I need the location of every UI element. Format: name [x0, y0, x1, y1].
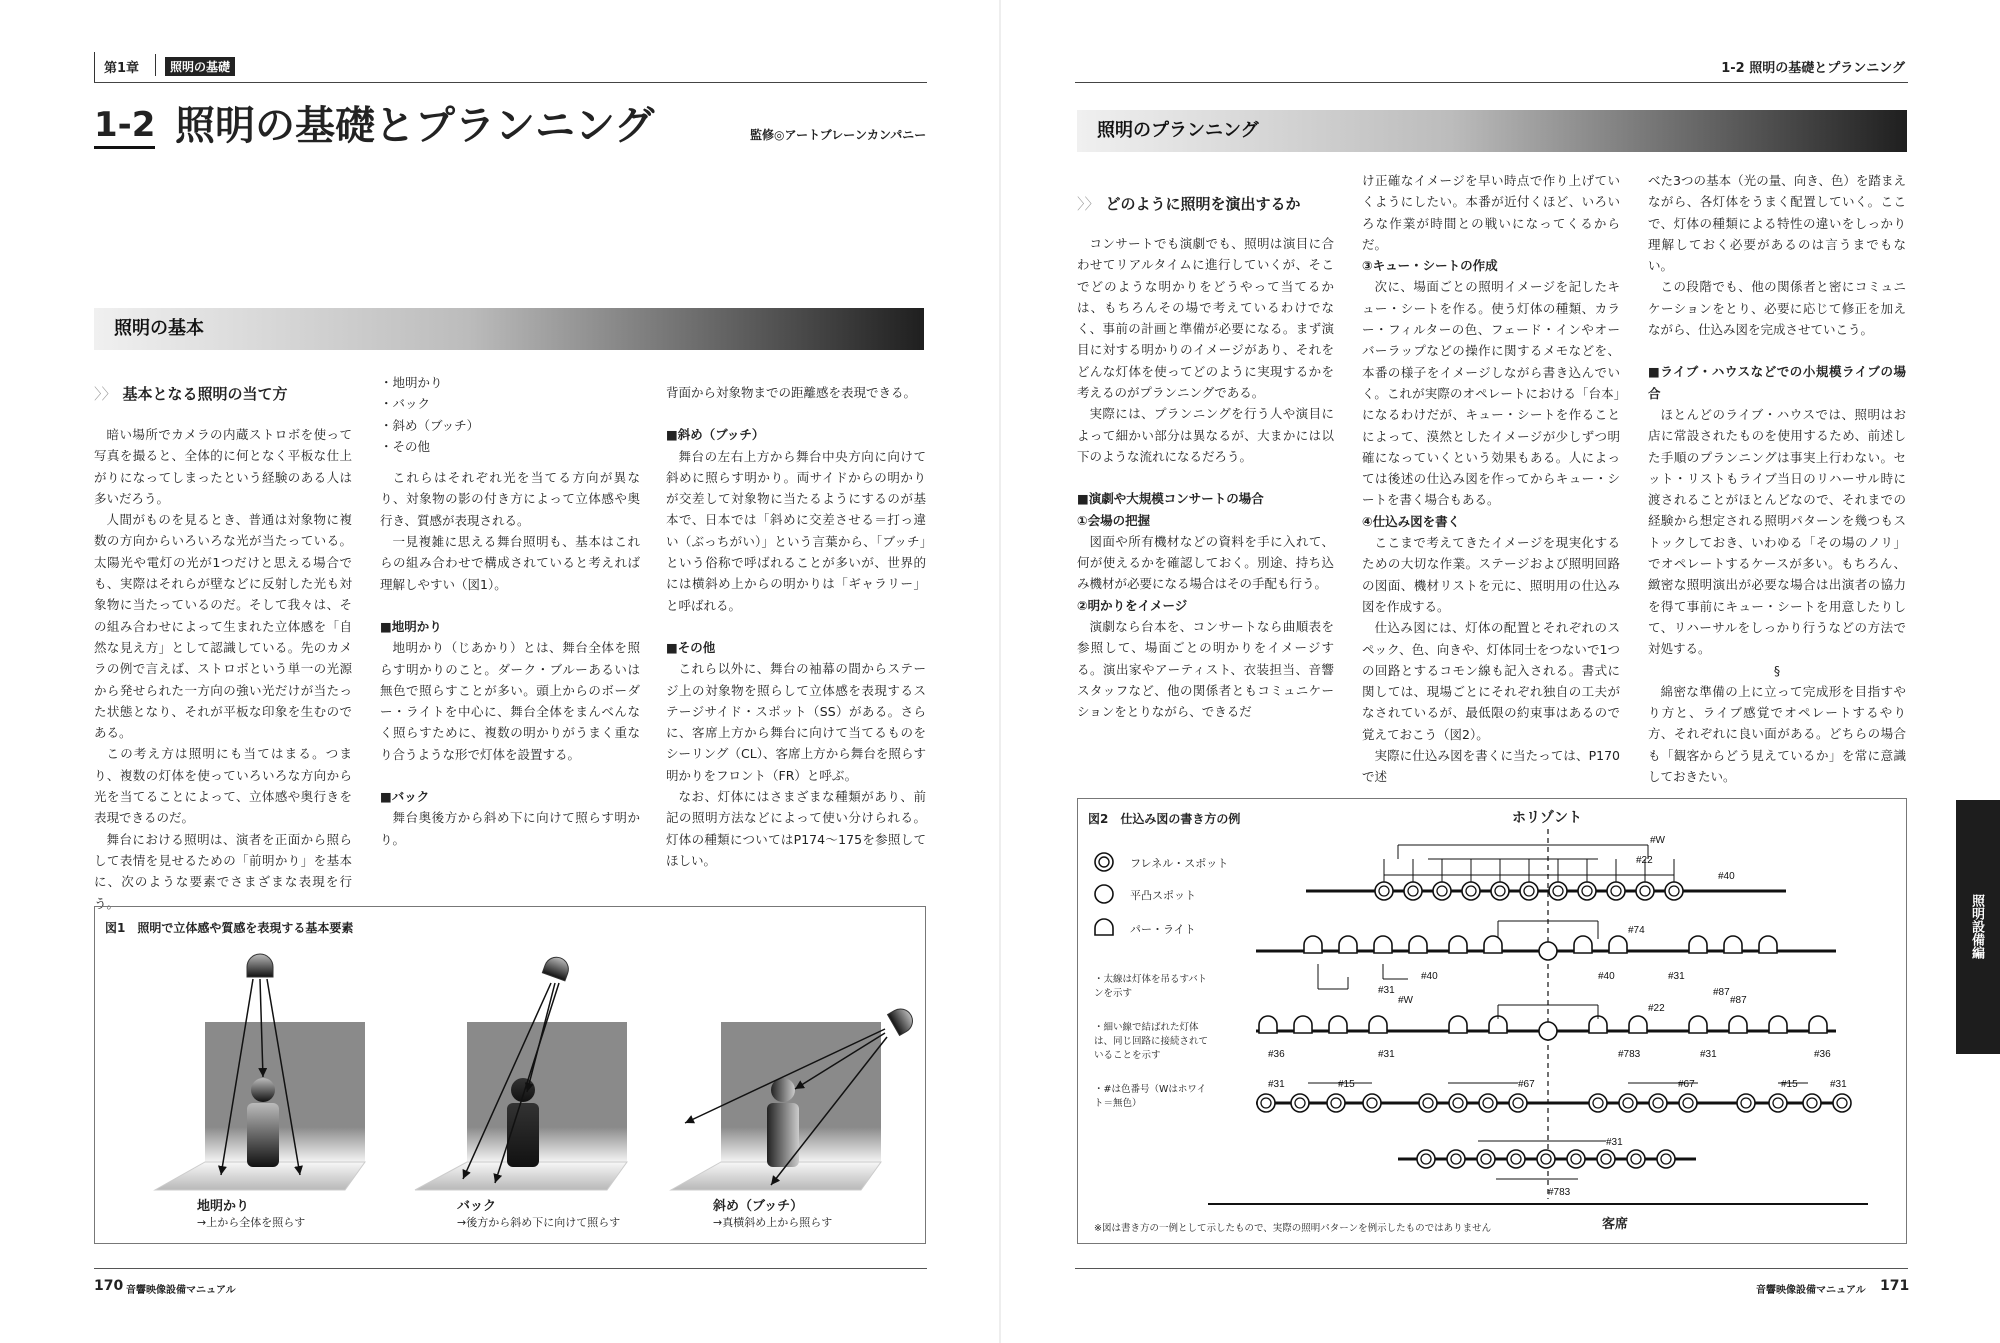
legend-note: ・太線は灯体を吊るすバトンを示す	[1094, 974, 1208, 999]
section-band-label: 照明の基本	[114, 318, 204, 339]
header-rule-left	[94, 82, 927, 83]
jiakari-head: ■地明かり	[380, 618, 442, 634]
par-light-icon	[1339, 936, 1357, 953]
panel-jiakari	[155, 954, 365, 1190]
color-label: #22	[1648, 1003, 1665, 1014]
paragraph: 暗い場所でカメラの内蔵ストロボを使って写真を撮ると、全体的に何となく平板な仕上がりになってしまったという経験のある人は多いだろう。	[94, 427, 352, 506]
fresnel-spot-icon	[1509, 1094, 1527, 1112]
concert-head: ■演劇や大規模コンサートの場合	[1077, 491, 1264, 507]
step2-head: ②明かりをイメージ	[1077, 597, 1188, 613]
footer-rule-left	[94, 1268, 927, 1269]
paragraph: 仕込み図には、灯体の配置とそれぞれのスペック、色、向きや、灯体同士をつないで1つの回路とするコモン線も記入される。書式に関しては、現場ごとにそれぞれ独自の工夫がなされているが、最低限の約束事はあるので覚えておこう（図2）。	[1362, 620, 1620, 742]
legend-note: ・#は色番号（Wはホワイト＝無色）	[1094, 1084, 1207, 1109]
color-label: #W	[1398, 995, 1413, 1006]
light-icon	[247, 954, 273, 977]
par-light-icon	[1369, 1016, 1387, 1033]
paragraph: この段階でも、他の関係者と密にコミュニケーションをとり、必要に応じて修正を加えながら、仕込み図を完成させていこう。	[1648, 279, 1906, 338]
par-light-icon	[1769, 1016, 1787, 1033]
color-label: #40	[1598, 971, 1615, 982]
lighting-plot	[1078, 799, 1906, 1243]
par-light-icon	[1689, 936, 1707, 953]
fresnel-spot-icon	[1769, 1094, 1787, 1112]
page-number-right: 171	[1880, 1278, 1910, 1294]
fresnel-spot-icon	[1597, 1150, 1615, 1168]
side-tab-label: 照明設備編	[1969, 894, 1984, 959]
color-label: #31	[1700, 1049, 1717, 1060]
color-label: #31	[1378, 1049, 1395, 1060]
chapter-label: 第1章	[104, 61, 140, 76]
fresnel-spot-icon	[1520, 882, 1538, 900]
fresnel-spot-icon	[1375, 882, 1393, 900]
section-mark: §	[1773, 662, 1781, 678]
side-tab	[1956, 800, 2000, 1054]
fresnel-spot-icon	[1291, 1094, 1309, 1112]
color-label: #31	[1606, 1137, 1623, 1148]
fresnel-spot-icon	[1803, 1094, 1821, 1112]
right-col1	[1077, 233, 1334, 723]
paragraph: これら以外に、舞台の袖幕の間からステージ上の対象物を照らして立体感を表現するステージサイド・スポット（SS）がある。さらに、客席上方から舞台に向けて当てるものをシーリング（CL）、客席上方から舞台を照らす明かりをフロント（FR）と呼ぶ。	[666, 661, 926, 783]
fresnel-spot-icon	[1417, 1150, 1435, 1168]
closing: 綿密な準備の上に立って完成形を目指すやり方と、ライブ感覚でオペレートするやり方、それぞれに良い面がある。どちらの場合も「観客からどう見えているか」を常に意識しておきたい。	[1648, 683, 1906, 785]
color-label: #87	[1730, 995, 1747, 1006]
chevron-icon: 〉〉	[94, 385, 117, 403]
step2-body: 演劇なら台本を、コンサートなら曲順表を参照して、場面ごとの明かりをイメージする。演出家やアーティスト、衣装担当、音響スタッフなど、他の関係者ともコミュニケーションをとりながら、できるだ	[1077, 619, 1334, 720]
color-label: #31	[1378, 985, 1395, 996]
paragraph: ここまで考えてきたイメージを現実化するための大切な作業。ステージおよび照明回路の図面、機材リストを元に、照明用の仕込み図を作成する。	[1362, 535, 1620, 614]
right-col2	[1362, 170, 1620, 788]
par-light-icon	[1574, 936, 1592, 953]
back-body: 舞台奥後方から斜め下に向けて照らす明かり。	[380, 810, 640, 847]
color-label: #31	[1268, 1079, 1285, 1090]
fresnel-spot-icon	[1619, 1094, 1637, 1112]
subhead-planning	[1077, 193, 1301, 214]
fresnel-spot-icon	[1589, 1094, 1607, 1112]
color-label: #783	[1548, 1187, 1571, 1198]
color-label: #40	[1718, 871, 1735, 882]
fresnel-spot-icon	[1491, 882, 1509, 900]
other-head: ■その他	[666, 639, 716, 655]
gutter	[999, 0, 1001, 1343]
naname-body: 舞台の左右上方から舞台中央方向に向けて斜めに照らす明かり。両サイドからの明かりが交差して対象物に当たるようにするのが基本で、日本では「斜めに交差させる＝打っ違い（ぶっちがい）」という言葉から、「ブッチ」という俗称で呼ばれることが多いが、世界的には横斜め上からの明かりは「ギャラリー」と呼ばれる。	[666, 448, 926, 613]
paragraph: この考え方は照明にも当てはまる。つまり、複数の灯体を使っていろいろな方向から光を当てることによって、立体感や奥行きを表現できるのだ。	[94, 746, 352, 826]
subhead-text: どのように照明を演出するか	[1105, 195, 1301, 213]
par-light-icon	[1409, 936, 1427, 953]
fresnel-spot-icon	[1433, 882, 1451, 900]
figure-2	[1077, 798, 1907, 1244]
jiakari-body: 地明かり（じあかり）とは、舞台全体を照らす明かりのこと。ダーク・ブルーあるいは無色で照らすことが多い。頭上からのボーダー・ライトを中心に、舞台全体をまんべんなく照らすために、複数の明かりがうまく重なり合うような形で灯体を設置する。	[380, 640, 640, 762]
paragraph: 実際に仕込み図を書くに当たっては、P170で述	[1362, 748, 1620, 785]
legend-label: 平凸スポット	[1130, 889, 1196, 902]
color-label: #31	[1830, 1079, 1847, 1090]
naname-head: ■斜め（ブッチ）	[666, 427, 765, 443]
paragraph: べた3つの基本（光の量、向き、色）を踏まえながら、各灯体をうまく配置していく。ここで、灯体の種類による特性の違いをしっかり理解しておく必要があるのは言うまでもない。	[1648, 173, 1906, 274]
footer-rule-right	[1075, 1268, 1908, 1269]
list-item: ・斜め（ブッチ）	[380, 417, 480, 433]
fresnel-spot-icon	[1627, 1150, 1645, 1168]
color-label: #67	[1678, 1079, 1695, 1090]
fresnel-spot-icon	[1549, 882, 1567, 900]
back-head: ■バック	[380, 789, 430, 805]
legend-label: パー・ライト	[1130, 923, 1196, 936]
par-light-icon	[1484, 936, 1502, 953]
step3-head: ③キュー・シートの作成	[1362, 258, 1498, 274]
paragraph: け正確なイメージを早い時点で作り上げていくようにしたい。本番が近付くほど、いろいろな作業が時間との戦いになってくるからだ。	[1362, 173, 1620, 252]
fresnel-spot-icon	[1479, 1094, 1497, 1112]
panel-label: バック	[457, 1199, 497, 1214]
fresnel-spot-icon	[1477, 1150, 1495, 1168]
fresnel-spot-icon	[1649, 1094, 1667, 1112]
fresnel-spot-icon	[1327, 1094, 1345, 1112]
paragraph: 背面から対象物までの距離感を表現できる。	[666, 385, 917, 400]
par-light-icon	[1259, 1016, 1277, 1033]
supervision: 監修◎アートブレーンカンパニー	[750, 128, 927, 142]
fresnel-spot-icon	[1507, 1150, 1525, 1168]
list-item: ・地明かり	[380, 375, 443, 390]
fresnel-spot-icon	[1665, 882, 1683, 900]
panel-label: 斜め（ブッチ）	[713, 1199, 804, 1214]
live-body: ほとんどのライブ・ハウスでは、照明はお店に常設されたものを使用するため、前述した手順のプランニングは事実上行わない。セット・リストもライブ当日のリハーサル時に渡されることがほとんどなので、それまでの経験から想定される照明パターンを幾つもストックしておき、いわゆる「その場のノリ」でオペレートするケースが多い。もちろん、緻密な照明演出が必要な場合は出演者の協力を得て事前にキュー・シートを用意したりして、リハーサルをしっかり行うなどの方法で対処する。	[1648, 406, 1906, 657]
par-light-icon	[1294, 1016, 1312, 1033]
paragraph: コンサートでも演劇でも、照明は演目に合わせてリアルタイムに進行していくが、そこでどのような明かりをどうやって当てるかは、もちろんその場で考えているわけでなく、事前の計画と準備が必要になる。まず演目に対する明かりのイメージがあり、それをどんな灯体を使ってどのように実現するかを考えるのがプランニングである。	[1077, 236, 1334, 401]
paragraph: なお、灯体にはさまざまな種類があり、前記の照明方法などによって使い分けられる。灯体の種類についてはP174〜175を参照してほしい。	[666, 789, 926, 868]
fresnel-spot-icon	[1257, 1094, 1275, 1112]
light-icon	[888, 1005, 917, 1036]
panel-label: 地明かり	[197, 1199, 250, 1214]
figure-1	[94, 906, 926, 1244]
audience-label: 客席	[1602, 1217, 1629, 1232]
header-sep	[155, 54, 156, 76]
light-icon	[542, 954, 571, 981]
par-light-icon	[1304, 936, 1322, 953]
header-left	[94, 52, 95, 82]
paragraph: 実際には、プランニングを行う人や演目によって細かい部分は異なるが、大まかには以下のような流れになるだろう。	[1077, 406, 1334, 464]
color-label: #36	[1814, 1049, 1831, 1060]
fresnel-spot-icon	[1537, 1150, 1555, 1168]
page-title: 照明の基礎とプランニング	[175, 103, 655, 149]
chevron-icon: 〉〉	[1077, 195, 1100, 213]
fresnel-spot-icon	[1607, 882, 1625, 900]
panel-naname	[671, 1005, 917, 1190]
panel-back	[415, 954, 627, 1190]
par-light-icon	[1724, 936, 1742, 953]
fresnel-spot-icon	[1567, 1150, 1585, 1168]
fresnel-spot-icon	[1578, 882, 1596, 900]
color-label: #15	[1781, 1079, 1798, 1090]
section-band-basics	[94, 308, 924, 350]
fresnel-spot-icon	[1447, 1150, 1465, 1168]
fresnel-spot-icon	[1737, 1094, 1755, 1112]
fresnel-spot-icon	[1679, 1094, 1697, 1112]
color-label: #87	[1713, 987, 1730, 998]
plano-convex-spot-icon	[1539, 1022, 1557, 1040]
list-item: ・バック	[380, 396, 431, 412]
footer-title-left: 音響映像設備マニュアル	[126, 1285, 236, 1296]
list-item: ・その他	[380, 438, 431, 454]
color-label: #67	[1518, 1079, 1535, 1090]
color-label: #W	[1650, 835, 1665, 846]
figure-2-title: 図2 仕込み図の書き方の例	[1088, 812, 1241, 826]
chapter-title: 照明の基礎	[165, 57, 235, 76]
par-light-icon	[1689, 1016, 1707, 1033]
left-col2	[380, 372, 640, 850]
figure-2-footnote: ※図は書き方の一例として示したもので、実際の照明パターンを例示したものではありません	[1094, 1223, 1492, 1234]
color-label: #40	[1421, 971, 1438, 982]
section-band-planning	[1077, 110, 1907, 152]
footer-title-right: 音響映像設備マニュアル	[1756, 1285, 1866, 1296]
fresnel-spot-icon	[1404, 882, 1422, 900]
fresnel-spot-icon	[1833, 1094, 1851, 1112]
color-label: #31	[1668, 971, 1685, 982]
color-label: #783	[1618, 1049, 1641, 1060]
live-head: ■ライブ・ハウスなどでの小規模ライブの場合	[1648, 364, 1906, 401]
par-light-icon	[1609, 936, 1627, 953]
page-number-left: 170	[94, 1278, 124, 1294]
paragraph: 舞台における照明は、演者を正面から照らして表情を見せるための「前明かり」を基本に、次のような要素でさまざまな表現を行う。	[94, 831, 352, 911]
fresnel-spot-icon	[1449, 1094, 1467, 1112]
fresnel-spot-icon	[1363, 1094, 1381, 1112]
color-label: #15	[1338, 1079, 1355, 1090]
panel-caption: →後方から斜め下に向けて照らす	[457, 1216, 621, 1229]
paragraph: 人間がものを見るとき、普通は対象物に複数の方向からいろいろな光が当たっている。太陽光や電灯の光が1つだけと思える場合でも、実際はそれらが壁などに反射した光も対象物に当たっているのだ。そして我々は、その組み合わせによって生まれた立体感を「自然な見え方」として認識している。先のカメラの例で言えば、ストロボという単一の光源から発せられた一方向の強い光だけが当たった状態となり、それが平板な印象を生むのである。	[94, 512, 352, 741]
panel-caption: →真横斜め上から照らす	[713, 1216, 833, 1229]
title-number: 1-2	[94, 104, 155, 149]
legend-note: ・細い線で結ばれた灯体は、同じ回路に接続されていることを示す	[1094, 1022, 1209, 1061]
step1-body: 図面や所有機材などの資料を手に入れて、何が使えるかを確認しておく。別途、持ち込み機材が必要になる場合はその手配も行う。	[1077, 533, 1334, 592]
par-light-icon	[1759, 936, 1777, 953]
step4-head: ④仕込み図を書く	[1362, 513, 1461, 529]
fresnel-spot-icon	[1419, 1094, 1437, 1112]
step1-head: ①会場の把握	[1077, 512, 1151, 528]
fresnel-spot-icon	[1636, 882, 1654, 900]
figure-1-illustration	[95, 907, 925, 1243]
header-right-title: 1-2 照明の基礎とプランニング	[1721, 61, 1905, 76]
par-light-icon	[1809, 1016, 1827, 1033]
right-col3	[1648, 170, 1906, 787]
subhead-basic	[94, 383, 288, 404]
paragraph: 一見複雑に思える舞台照明も、基本はこれらの組み合わせで構成されていると考えれば理解しやすい（図1）。	[380, 534, 640, 592]
left-col3	[666, 382, 926, 871]
par-light-icon	[1329, 1016, 1347, 1033]
color-label: #36	[1268, 1049, 1285, 1060]
step3-body: 次に、場面ごとの照明イメージを記したキュー・シートを作る。使う灯体の種類、カラー・フィルターの色、フェード・インやオーバーラップなどの操作に関するメモなどを、本番の様子をイメージしながら書き込んでいく。これが実際のオペレートにおける「台本」になるわけだが、キュー・シートを作ることによって、漠然としたイメージが少しずつ明確になっていくという効果もある。人によっては後述の仕込み図を作ってからキュー・シートを書く場合もある。	[1362, 279, 1620, 508]
color-label: #22	[1636, 855, 1653, 866]
fresnel-spot-icon	[1462, 882, 1480, 900]
paragraph: これらはそれぞれ光を当てる方向が異なり、対象物の影の付き方によって立体感や奥行き、質感が表現される。	[380, 470, 640, 528]
color-label: #74	[1628, 925, 1645, 936]
plano-convex-spot-icon	[1539, 942, 1557, 960]
panel-caption: →上から全体を照らす	[197, 1216, 306, 1229]
par-light-icon	[1374, 936, 1392, 953]
subhead-text: 基本となる照明の当て方	[122, 385, 288, 403]
par-light-icon	[1629, 1016, 1647, 1033]
figure-1-title: 図1 照明で立体感や質感を表現する基本要素	[105, 921, 354, 935]
par-light-icon	[1449, 1016, 1467, 1033]
left-col1	[94, 424, 352, 914]
fresnel-spot-icon	[1657, 1150, 1675, 1168]
section-band-label: 照明のプランニング	[1097, 120, 1259, 141]
par-light-icon	[1729, 1016, 1747, 1033]
legend-label: フレネル・スポット	[1130, 857, 1229, 870]
horizont-label: ホリゾント	[1512, 810, 1582, 826]
header-rule-right	[1075, 82, 1908, 83]
par-light-icon	[1449, 936, 1467, 953]
